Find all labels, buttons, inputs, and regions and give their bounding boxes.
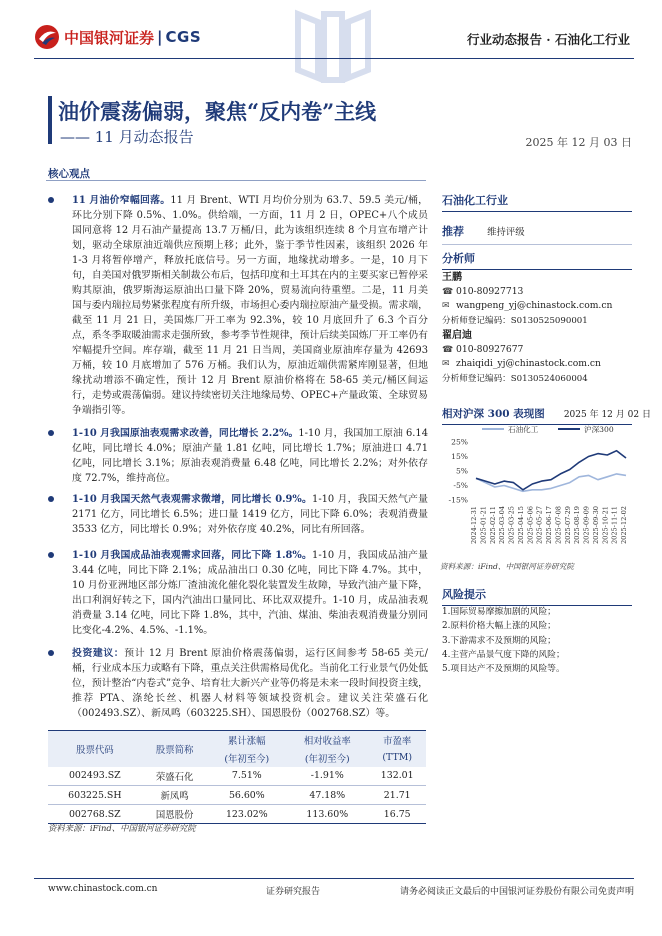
- bullet-crude-demand: [48, 426, 428, 486]
- core-view-label: 核心观点: [48, 168, 90, 180]
- email-icon: ✉: [442, 359, 450, 369]
- table-subheader: (TTM): [368, 749, 426, 767]
- bullet-dot-icon: [48, 552, 54, 558]
- table-subheader: (年初至今): [207, 749, 286, 767]
- title-accent-bar: [48, 96, 52, 144]
- risk-list: [442, 605, 565, 676]
- footer-website[interactable]: www.chinastock.com.cn: [48, 884, 158, 894]
- x-tick-label: 2025-01-21: [479, 506, 488, 545]
- x-tick-label: 2025-10-21: [601, 506, 610, 545]
- bullet-text: 1-10 月，我国成品油产量 3.44 亿吨，同比下降 2.1%；成品油出口 0.30 亿吨，同比下降 4.7%。其中，10 月份亚洲地区部分炼厂渣油流化催化裂化装置发生故障，导致汽油产量下降，出口利润好转之下，国内汽油出口量同比、环比双双提升。1-10 月，成品油表观消费量 3.14 亿吨，同比下降 1.8%，其中，汽油、煤油、柴油表观消费量分别同比变化-4.2%、4.5%、-1.1%。: [72, 550, 428, 636]
- table-cell: 国恩股份: [142, 805, 208, 824]
- table-header: 相对收益率: [286, 731, 368, 749]
- logo-separator: |: [157, 28, 163, 46]
- rating-label: 推荐: [442, 225, 464, 238]
- footer-doc-type: 证券研究报告: [266, 887, 321, 897]
- x-tick-label: 2025-07-29: [563, 506, 572, 545]
- analyst-name: 王鹏: [442, 272, 462, 283]
- stock-table: [48, 730, 426, 824]
- chart-source: 资料来源：iFind、中国银河证券研究院: [440, 562, 574, 571]
- analyst-phone: 010-80927677: [456, 344, 524, 355]
- table-cell: 7.51%: [207, 767, 286, 786]
- x-tick-label: 2025-07-08: [554, 506, 563, 545]
- y-tick-label: -5%: [453, 481, 468, 490]
- table-row: [48, 786, 426, 805]
- x-tick-label: 2025-03-25: [507, 506, 516, 545]
- table-cell: 113.60%: [286, 805, 368, 824]
- email-icon: ✉: [442, 301, 450, 311]
- risk-item: 3.下游需求不及预期的风险；: [442, 635, 556, 646]
- risk-item: 2.原料价格大幅上涨的风险；: [442, 621, 556, 632]
- bullet-dot-icon: [48, 496, 54, 502]
- table-header: 累计涨幅: [207, 731, 286, 749]
- legend-label: 石油化工: [508, 425, 539, 434]
- table-cell: -1.91%: [286, 767, 368, 786]
- company-logo: [34, 24, 201, 50]
- risk-item: 1.国际贸易摩擦加剧的风险；: [442, 607, 556, 617]
- bullet-text: 11 月 Brent、WTI 月均价分别为 63.7、59.5 美元/桶，环比分别下降 0.5%、1.0%。供给端，一方面，11 月 2 日，OPEC+八个成员国同意将 12 月石油产量提高 13.7 万桶/日，此为该组织连续 8 个月宣布增产计划，驱动全球原油近端供应预期上移；此外，鉴于季节性因素，该组织 2026 年 1-3 月将暂停增产，释放托底信号。另一方面，地缘扰动增多。一是，10 月下旬，自美国对俄罗斯相关制裁公布后，包括印度和土耳其在内的主要买家已暂停采购其原油，俄罗斯海运原油出口量下降 20%，贸易流向待重塑。二是，11 月美国与委内瑞拉局势紧张程度有所升级，市场担心委内瑞拉原油产量受损。需求端，截至 11 月 21 日，美国炼厂开工率为 92.3%，较 10 月底回升了 6.3 个百分点，系冬季取暖油需求走强所致，参考季节性规律，预计后续美国炼厂开工率仍有窄幅提升空间。库存端，截至 11 月 21 日当周，美国商业原油库存量为 42693 万桶，较 10 月底增加了 576 万桶。我们认为，原油近端供需紧库刚显著，但地缘扰动增添不确定性，预计 12 月 Brent 原油价格将在 58-65 美元/桶区间运行，走势或震荡偏弱。建议持续密切关注地缘局势、OPEC+产量政策、全球贸易争端指引等。: [72, 195, 428, 416]
- report-category: 行业动态报告 · 石油化工行业: [466, 32, 630, 47]
- industry-heading: 石油化工行业: [442, 192, 632, 212]
- bullet-lead: 1-10 月我国天然气表观需求微增，同比增长 0.9%。: [72, 494, 313, 505]
- y-tick-label: 15%: [451, 452, 468, 461]
- x-tick-label: 2025-02-11: [488, 506, 497, 545]
- x-tick-label: 2025-03-04: [498, 506, 507, 545]
- table-cell: 荣盛石化: [142, 767, 208, 786]
- analyst-card: [442, 326, 636, 384]
- bullet-dot-icon: [48, 430, 54, 436]
- y-tick-label: -15%: [448, 495, 468, 505]
- risk-item: 4.主营产品景气度下降的风险；: [442, 649, 565, 660]
- bullet-text: 1-10 月，我国加工原油 6.14 亿吨，同比增长 4.0%；原油产量 1.81 亿吨，同比增长 1.7%；原油进口 4.71 亿吨，同比增长 3.1%；原油表观消费量 6.48 亿吨，同比增长 2.2%；对外依存度 72.7%，维持高位。: [72, 428, 428, 484]
- x-tick-label: 2025-05-27: [535, 506, 544, 545]
- table-subheader: (年初至今): [286, 749, 368, 767]
- watermark-emblem-icon: [290, 8, 376, 86]
- table-header: 股票简称: [142, 731, 208, 767]
- x-tick-label: 2025-05-06: [526, 506, 535, 545]
- table-cell: 16.75: [368, 805, 426, 824]
- footer-disclaimer: 请务必阅读正文最后的中国银河证券股份有限公司免责声明: [399, 887, 634, 897]
- report-date: 2025 年 12 月 03 日: [525, 136, 632, 149]
- logo-emblem-icon: [34, 24, 60, 50]
- table-source: 资料来源：iFind、中国银河证券研究院: [48, 823, 196, 833]
- table-cell: 132.01: [368, 767, 426, 786]
- analyst-cert: 分析师登记编码：S0130525090001: [442, 316, 588, 326]
- series-line: [476, 451, 626, 490]
- table-cell: 56.60%: [207, 786, 286, 805]
- risk-item: 5.项目达产不及预期的风险等。: [442, 664, 565, 675]
- analyst-name: 翟启迪: [442, 330, 472, 341]
- table-row: [48, 767, 426, 786]
- chart-date: 2025 年 12 月 02 日: [563, 410, 651, 420]
- table-cell: 002493.SZ: [48, 767, 142, 786]
- table-cell: 123.02%: [207, 805, 286, 824]
- bullet-gas-demand: [48, 492, 428, 537]
- x-tick-label: 2025-11-11: [610, 506, 619, 545]
- core-view-divider: [46, 180, 426, 181]
- bullet-dot-icon: [48, 650, 54, 656]
- logo-text: 中国银河证券: [64, 28, 155, 47]
- table-cell: 002768.SZ: [48, 805, 142, 824]
- table-row: [48, 805, 426, 824]
- footer-divider: [34, 878, 634, 879]
- rating-row: [442, 220, 632, 245]
- header-divider: [34, 58, 634, 59]
- bullet-refined-oil: [48, 548, 428, 638]
- analyst-phone: 010-80927713: [456, 286, 524, 297]
- analyst-cert: 分析师登记编码：S0130524060004: [442, 374, 588, 384]
- page-subtitle: —— 11 月动态报告: [60, 128, 194, 146]
- analyst-card: [442, 268, 636, 326]
- table-cell: 47.18%: [286, 786, 368, 805]
- logo-cgs: CGS: [165, 28, 202, 46]
- legend-label: 沪深300: [584, 425, 614, 434]
- y-tick-label: 5%: [455, 466, 468, 476]
- analyst-email[interactable]: zhaiqidi_yj@chinastock.com.cn: [456, 358, 601, 369]
- x-tick-label: 2024-12-31: [470, 506, 478, 545]
- x-tick-label: 2025-09-30: [591, 506, 600, 545]
- bullet-lead: 1-10 月我国成品油表观需求回落，同比下降 1.8%。: [72, 550, 313, 561]
- risk-heading: 风险提示: [442, 586, 632, 606]
- x-tick-label: 2025-04-15: [516, 506, 525, 545]
- table-header: 股票代码: [48, 731, 142, 767]
- analyst-email[interactable]: wangpeng_yj@chinastock.com.cn: [456, 300, 613, 311]
- bullet-investment-advice: [48, 646, 428, 721]
- table-cell: 603225.SH: [48, 786, 142, 805]
- bullet-text: 1-10 月，我国天然气产量 2171 亿方，同比增长 6.5%；进口量 1419 亿方，同比下降 6.0%；表观消费量 3533 亿方，同比增长 0.9%；对外依存度 40.2%，同比有所回落。: [72, 494, 428, 535]
- page-title: 油价震荡偏弱，聚焦“反内卷”主线: [58, 99, 377, 124]
- bullet-oil-price: [48, 193, 428, 418]
- x-tick-label: 2025-06-17: [545, 506, 553, 545]
- x-tick-label: 2025-08-19: [573, 506, 582, 545]
- rating-value: 维持评级: [487, 227, 525, 238]
- analyst-heading: 分析师: [442, 250, 632, 270]
- table-cell: 21.71: [368, 786, 426, 805]
- performance-chart: [440, 420, 634, 560]
- bullet-dot-icon: [48, 197, 54, 203]
- table-cell: 新凤鸣: [142, 786, 208, 805]
- x-tick-label: 2025-09-09: [582, 506, 591, 545]
- phone-icon: ☎: [442, 287, 454, 297]
- bullet-lead: 11 月油价窄幅回落。: [72, 195, 171, 206]
- x-tick-label: 2025-12-02: [620, 506, 628, 545]
- phone-icon: ☎: [442, 345, 454, 355]
- chart-heading: 相对沪深 300 表现图: [442, 408, 545, 420]
- bullet-text: 预计 12 月 Brent 原油价格震荡偏弱，运行区间参考 58-65 美元/桶，行业成本压力或略有下降，重点关注供需格局优化。当前化工行业景气仍处低位，预计整治“内卷式”竞争、培育壮大新兴产业等仍将是未来一段时间投资主线，推荐 PTA、涤纶长丝、机器人材料等领域投资机会。建议关注荣盛石化（002493.SZ）、新凤鸣（603225.SH）、国恩股份（002768.SZ）等。: [72, 648, 428, 719]
- bullet-lead: 投资建议：: [72, 648, 125, 659]
- table-header: 市盈率: [368, 731, 426, 749]
- bullet-lead: 1-10 月我国原油表观需求改善，同比增长 2.2%。: [72, 428, 299, 439]
- y-tick-label: 25%: [451, 437, 468, 447]
